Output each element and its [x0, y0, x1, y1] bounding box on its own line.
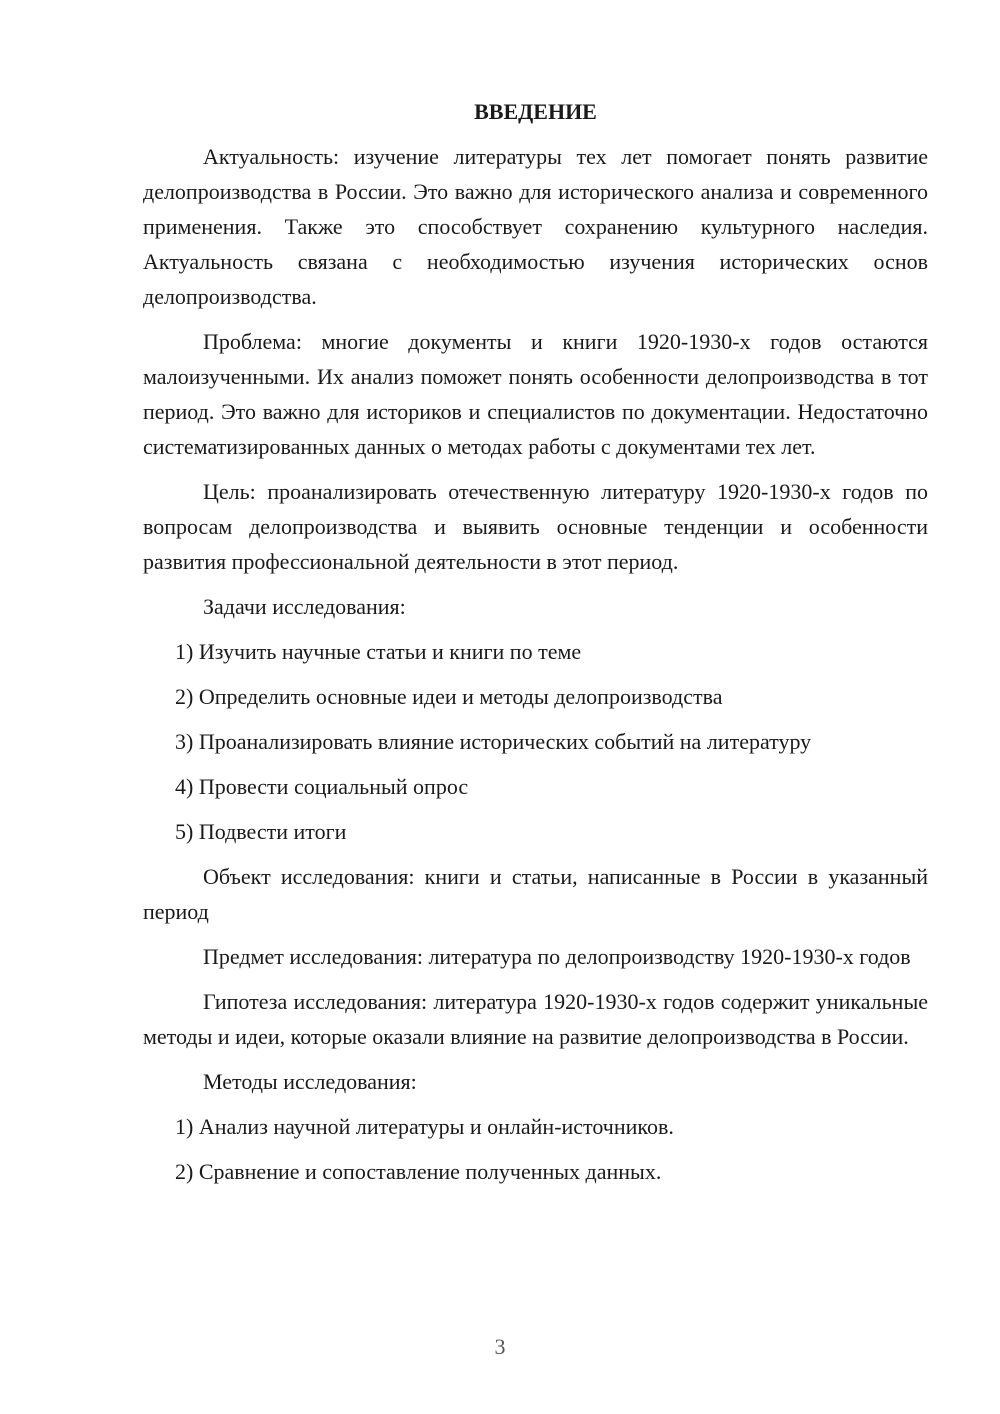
page-title: ВВЕДЕНИЕ [474, 99, 597, 124]
list-item: 1) Изучить научные статьи и книги по теме [175, 639, 582, 664]
relevance-paragraph: Актуальность: изучение литературы тех лет помогает понять развитие делопроизводства в России. Это важно для исторического анализа и современного применения. Также это способствует сохранению культурного наследия. Актуальность связана с необходимостью изучения исторических основ делопроизводства. [143, 144, 928, 309]
page-number: 3 [494, 1334, 506, 1359]
list-item: 2) Сравнение и сопоставление полученных данных. [175, 1159, 662, 1184]
problem-paragraph: Проблема: многие документы и книги 1920-1930-х годов остаются малоизученными. Их анализ поможет понять особенности делопроизводства в тот период. Это важно для историков и специалистов по документации. Недостаточно систематизированных данных о методах работы с документами тех лет. [143, 329, 928, 459]
hypothesis-paragraph: Гипотеза исследования: литература 1920-1930-х годов содержит уникальные методы и идеи, которые оказали влияние на развитие делопроизводства в России. [143, 989, 928, 1049]
list-item: 3) Проанализировать влияние исторических событий на литературу [175, 729, 812, 754]
document-page [143, 94, 928, 1199]
methods-list [143, 1109, 928, 1189]
subject-paragraph: Предмет исследования: литература по делопроизводству 1920-1930-х годов [203, 944, 911, 969]
object-paragraph: Объект исследования: книги и статьи, написанные в России в указанный период [143, 864, 928, 924]
methods-heading: Методы исследования: [203, 1069, 417, 1094]
tasks-heading: Задачи исследования: [203, 594, 406, 619]
list-item: 5) Подвести итоги [175, 819, 347, 844]
list-item: 2) Определить основные идеи и методы делопроизводства [175, 684, 723, 709]
list-item: 1) Анализ научной литературы и онлайн-источников. [175, 1114, 674, 1139]
tasks-list [143, 634, 928, 849]
goal-paragraph: Цель: проанализировать отечественную литературу 1920-1930-х годов по вопросам делопроизводства и выявить основные тенденции и особенности развития профессиональной деятельности в этот период. [143, 479, 928, 574]
list-item: 4) Провести социальный опрос [175, 774, 469, 799]
